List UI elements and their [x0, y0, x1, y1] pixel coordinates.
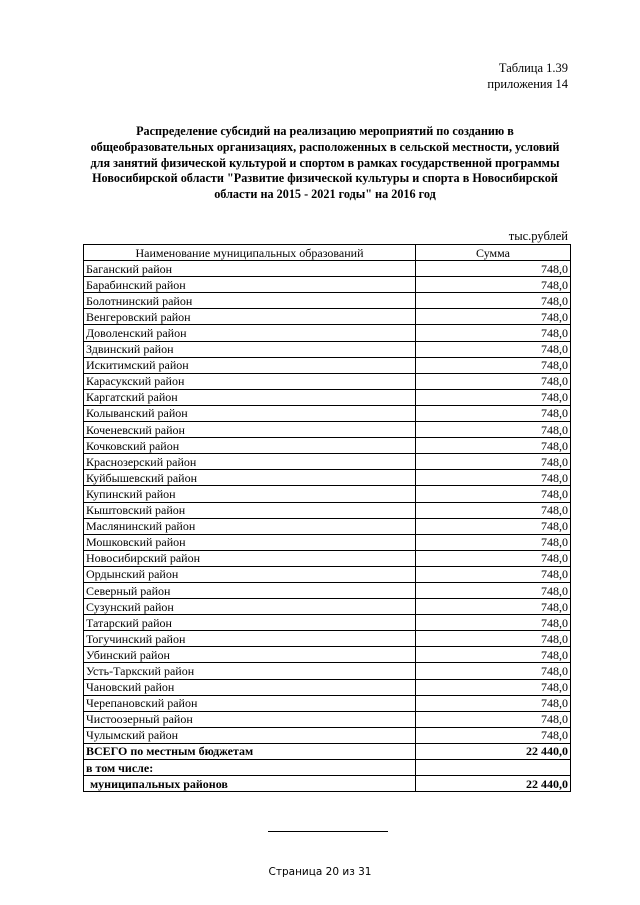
table-row: [84, 261, 571, 277]
table-row: [84, 695, 571, 711]
district-name: Татарский район: [84, 615, 416, 631]
district-sum: 748,0: [416, 550, 571, 566]
table-row: [84, 534, 571, 550]
district-name: Чулымский район: [84, 727, 416, 743]
district-name: Венгеровский район: [84, 309, 416, 325]
district-name: Чистоозерный район: [84, 711, 416, 727]
table-row: [84, 550, 571, 566]
district-name: Кочковский район: [84, 438, 416, 454]
district-name: Новосибирский район: [84, 550, 416, 566]
district-name: Убинский район: [84, 647, 416, 663]
municipal-row: [84, 776, 571, 792]
table-row: [84, 454, 571, 470]
table-reference: [487, 60, 568, 92]
table-row: [84, 647, 571, 663]
district-sum: 748,0: [416, 277, 571, 293]
district-name: Тогучинский район: [84, 631, 416, 647]
table-row: [84, 566, 571, 582]
district-sum: 748,0: [416, 422, 571, 438]
municipal-sum: 22 440,0: [416, 776, 571, 792]
district-name: Мошковский район: [84, 534, 416, 550]
district-sum: 748,0: [416, 341, 571, 357]
including-empty: [416, 760, 571, 776]
district-sum: 748,0: [416, 438, 571, 454]
table-row: [84, 309, 571, 325]
district-name: Краснозерский район: [84, 454, 416, 470]
district-sum: 748,0: [416, 261, 571, 277]
table-row: [84, 341, 571, 357]
total-label: ВСЕГО по местным бюджетам: [84, 743, 416, 759]
table-body: [84, 261, 571, 744]
district-sum: 748,0: [416, 679, 571, 695]
table-row: [84, 631, 571, 647]
table-row: [84, 502, 571, 518]
district-sum: 748,0: [416, 373, 571, 389]
table-row: [84, 486, 571, 502]
table-row: [84, 405, 571, 421]
district-name: Сузунский район: [84, 599, 416, 615]
district-name: Карасукский район: [84, 373, 416, 389]
district-name: Усть-Таркский район: [84, 663, 416, 679]
district-sum: 748,0: [416, 518, 571, 534]
district-sum: 748,0: [416, 357, 571, 373]
district-sum: 748,0: [416, 615, 571, 631]
district-sum: 748,0: [416, 711, 571, 727]
district-name: Куйбышевский район: [84, 470, 416, 486]
district-name: Доволенский район: [84, 325, 416, 341]
district-sum: 748,0: [416, 566, 571, 582]
total-sum: 22 440,0: [416, 743, 571, 759]
district-sum: 748,0: [416, 470, 571, 486]
district-name: Коченевский район: [84, 422, 416, 438]
table-row: [84, 438, 571, 454]
including-row: [84, 760, 571, 776]
including-label: в том числе:: [84, 760, 416, 776]
district-name: Колыванский район: [84, 405, 416, 421]
table-row: [84, 518, 571, 534]
district-name: Ордынский район: [84, 566, 416, 582]
district-name: Здвинский район: [84, 341, 416, 357]
column-header-name: Наименование муниципальных образований: [84, 245, 416, 261]
district-sum: 748,0: [416, 727, 571, 743]
table-row: [84, 582, 571, 598]
district-name: Баганский район: [84, 261, 416, 277]
district-sum: 748,0: [416, 534, 571, 550]
table-number: Таблица 1.39: [498, 61, 568, 75]
column-header-sum: Сумма: [416, 245, 571, 261]
table-header-row: [84, 245, 571, 261]
district-name: Северный район: [84, 582, 416, 598]
district-sum: 748,0: [416, 582, 571, 598]
district-name: Маслянинский район: [84, 518, 416, 534]
table-row: [84, 615, 571, 631]
district-name: Болотнинский район: [84, 293, 416, 309]
district-sum: 748,0: [416, 695, 571, 711]
page-number: Страница 20 из 31: [268, 866, 372, 878]
table-row: [84, 389, 571, 405]
district-sum: 748,0: [416, 631, 571, 647]
table-row: [84, 663, 571, 679]
district-sum: 748,0: [416, 389, 571, 405]
district-sum: 748,0: [416, 325, 571, 341]
district-name: Барабинский район: [84, 277, 416, 293]
table-row: [84, 727, 571, 743]
district-name: Кыштовский район: [84, 502, 416, 518]
document-title: Распределение субсидий на реализацию мероприятий по созданию в общеобразовательных организациях, расположенных в сельской местности, условий для занятий физической культурой и спортом в рамках государственной программы Новосибирской области "Развитие физической культуры и спорта в Новосибирской области на 2015 - 2021 годы" на 2016 год: [90, 124, 560, 202]
district-sum: 748,0: [416, 454, 571, 470]
table-row: [84, 325, 571, 341]
table-row: [84, 357, 571, 373]
table-row: [84, 422, 571, 438]
district-name: Купинский район: [84, 486, 416, 502]
appendix-number: приложения 14: [487, 77, 568, 91]
table-row: [84, 470, 571, 486]
district-sum: 748,0: [416, 293, 571, 309]
municipal-label: муниципальных районов: [84, 776, 416, 792]
total-row: [84, 743, 571, 759]
district-sum: 748,0: [416, 663, 571, 679]
district-sum: 748,0: [416, 647, 571, 663]
district-sum: 748,0: [416, 309, 571, 325]
table-row: [84, 373, 571, 389]
table-row: [84, 599, 571, 615]
district-name: Искитимский район: [84, 357, 416, 373]
district-name: Каргатский район: [84, 389, 416, 405]
table-row: [84, 277, 571, 293]
district-sum: 748,0: [416, 599, 571, 615]
district-name: Чановский район: [84, 679, 416, 695]
district-sum: 748,0: [416, 502, 571, 518]
footnote-separator: [268, 831, 388, 832]
district-name: Черепановский район: [84, 695, 416, 711]
table-row: [84, 679, 571, 695]
units-label: тыс.рублей: [508, 229, 568, 243]
district-sum: 748,0: [416, 486, 571, 502]
subsidy-table: [83, 244, 571, 792]
district-sum: 748,0: [416, 405, 571, 421]
table-row: [84, 711, 571, 727]
table-row: [84, 293, 571, 309]
